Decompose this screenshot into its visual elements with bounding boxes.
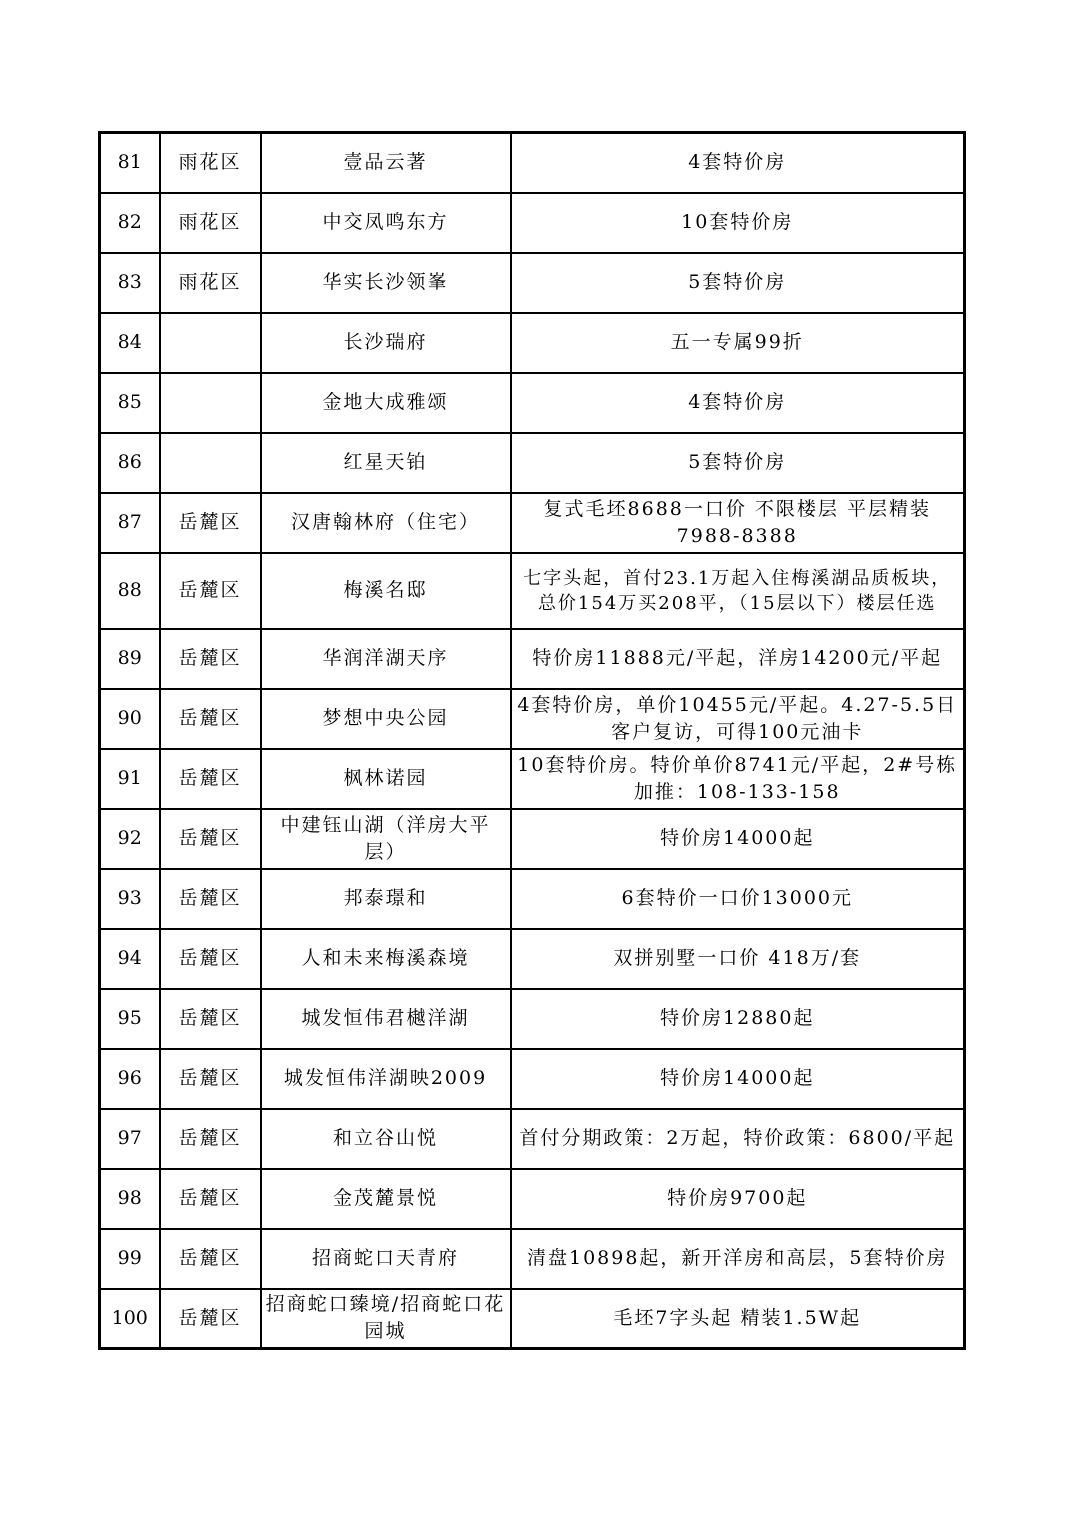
project-name-cell: 人和未来梅溪森境 bbox=[261, 929, 511, 989]
row-number: 98 bbox=[100, 1169, 160, 1229]
row-number: 91 bbox=[100, 749, 160, 809]
table-row bbox=[100, 1289, 965, 1349]
promotion-cell: 七字头起，首付23.1万起入住梅溪湖品质板块，总价154万买208平，（15层以下）楼层任选 bbox=[511, 553, 965, 629]
district-cell bbox=[160, 373, 261, 433]
project-name-cell: 长沙瑞府 bbox=[261, 313, 511, 373]
promotion-cell: 清盘10898起，新开洋房和高层，5套特价房 bbox=[511, 1229, 965, 1289]
project-name-cell: 城发恒伟洋湖映2009 bbox=[261, 1049, 511, 1109]
row-number: 83 bbox=[100, 253, 160, 313]
project-name-cell: 金茂麓景悦 bbox=[261, 1169, 511, 1229]
promotion-cell: 4套特价房，单价10455元/平起。4.27-5.5日客户复访，可得100元油卡 bbox=[511, 689, 965, 749]
table-row bbox=[100, 493, 965, 553]
promotion-cell: 4套特价房 bbox=[511, 373, 965, 433]
district-cell: 岳麓区 bbox=[160, 493, 261, 553]
promotion-cell: 复式毛坯8688一口价 不限楼层 平层精装7988-8388 bbox=[511, 493, 965, 553]
district-cell: 岳麓区 bbox=[160, 1169, 261, 1229]
project-name-cell: 华实长沙领峯 bbox=[261, 253, 511, 313]
promotion-cell: 双拼别墅一口价 418万/套 bbox=[511, 929, 965, 989]
table-body bbox=[100, 133, 965, 1349]
district-cell: 岳麓区 bbox=[160, 809, 261, 869]
table-row bbox=[100, 869, 965, 929]
project-name-cell: 城发恒伟君樾洋湖 bbox=[261, 989, 511, 1049]
promotion-cell: 特价房11888元/平起，洋房14200元/平起 bbox=[511, 629, 965, 689]
promotion-cell: 特价房9700起 bbox=[511, 1169, 965, 1229]
table-row bbox=[100, 433, 965, 493]
project-name-cell: 梦想中央公园 bbox=[261, 689, 511, 749]
promotion-cell: 毛坯7字头起 精装1.5W起 bbox=[511, 1289, 965, 1349]
district-cell bbox=[160, 313, 261, 373]
district-cell: 岳麓区 bbox=[160, 689, 261, 749]
table-row bbox=[100, 313, 965, 373]
row-number: 84 bbox=[100, 313, 160, 373]
district-cell bbox=[160, 433, 261, 493]
project-name-cell: 招商蛇口臻境/招商蛇口花园城 bbox=[261, 1289, 511, 1349]
table-row bbox=[100, 133, 965, 193]
table-row bbox=[100, 749, 965, 809]
table-row bbox=[100, 629, 965, 689]
table-row bbox=[100, 809, 965, 869]
district-cell: 岳麓区 bbox=[160, 749, 261, 809]
district-cell: 岳麓区 bbox=[160, 989, 261, 1049]
row-number: 81 bbox=[100, 133, 160, 193]
row-number: 93 bbox=[100, 869, 160, 929]
district-cell: 岳麓区 bbox=[160, 1049, 261, 1109]
table-row bbox=[100, 1109, 965, 1169]
project-name-cell: 壹品云著 bbox=[261, 133, 511, 193]
project-name-cell: 红星天铂 bbox=[261, 433, 511, 493]
table-row bbox=[100, 1169, 965, 1229]
project-name-cell: 华润洋湖天序 bbox=[261, 629, 511, 689]
row-number: 100 bbox=[100, 1289, 160, 1349]
table-row bbox=[100, 989, 965, 1049]
table-row bbox=[100, 929, 965, 989]
promotion-cell: 特价房14000起 bbox=[511, 809, 965, 869]
district-cell: 岳麓区 bbox=[160, 629, 261, 689]
table-row bbox=[100, 253, 965, 313]
table-row bbox=[100, 1229, 965, 1289]
project-name-cell: 邦泰璟和 bbox=[261, 869, 511, 929]
promotion-table bbox=[98, 131, 966, 1350]
row-number: 97 bbox=[100, 1109, 160, 1169]
project-name-cell: 汉唐翰林府（住宅） bbox=[261, 493, 511, 553]
promotion-cell: 特价房14000起 bbox=[511, 1049, 965, 1109]
row-number: 96 bbox=[100, 1049, 160, 1109]
project-name-cell: 中交凤鸣东方 bbox=[261, 193, 511, 253]
district-cell: 岳麓区 bbox=[160, 553, 261, 629]
row-number: 82 bbox=[100, 193, 160, 253]
district-cell: 雨花区 bbox=[160, 253, 261, 313]
promotion-cell: 5套特价房 bbox=[511, 253, 965, 313]
project-name-cell: 金地大成雅颂 bbox=[261, 373, 511, 433]
district-cell: 雨花区 bbox=[160, 193, 261, 253]
project-name-cell: 中建钰山湖（洋房大平层） bbox=[261, 809, 511, 869]
district-cell: 岳麓区 bbox=[160, 929, 261, 989]
promotion-cell: 5套特价房 bbox=[511, 433, 965, 493]
table-row bbox=[100, 373, 965, 433]
district-cell: 岳麓区 bbox=[160, 1229, 261, 1289]
row-number: 90 bbox=[100, 689, 160, 749]
promotion-cell: 10套特价房 bbox=[511, 193, 965, 253]
row-number: 94 bbox=[100, 929, 160, 989]
row-number: 85 bbox=[100, 373, 160, 433]
table-row bbox=[100, 193, 965, 253]
row-number: 92 bbox=[100, 809, 160, 869]
promotion-cell: 首付分期政策：2万起，特价政策：6800/平起 bbox=[511, 1109, 965, 1169]
district-cell: 雨花区 bbox=[160, 133, 261, 193]
table-row bbox=[100, 1049, 965, 1109]
promotion-cell: 6套特价一口价13000元 bbox=[511, 869, 965, 929]
row-number: 88 bbox=[100, 553, 160, 629]
district-cell: 岳麓区 bbox=[160, 1109, 261, 1169]
promotion-cell: 10套特价房。特价单价8741元/平起，2#号栋加推：108-133-158 bbox=[511, 749, 965, 809]
promotion-cell: 4套特价房 bbox=[511, 133, 965, 193]
row-number: 89 bbox=[100, 629, 160, 689]
project-name-cell: 梅溪名邸 bbox=[261, 553, 511, 629]
row-number: 95 bbox=[100, 989, 160, 1049]
project-name-cell: 和立谷山悦 bbox=[261, 1109, 511, 1169]
table-row bbox=[100, 553, 965, 629]
table-row bbox=[100, 689, 965, 749]
project-name-cell: 招商蛇口天青府 bbox=[261, 1229, 511, 1289]
district-cell: 岳麓区 bbox=[160, 1289, 261, 1349]
promotion-cell: 特价房12880起 bbox=[511, 989, 965, 1049]
promotion-cell: 五一专属99折 bbox=[511, 313, 965, 373]
district-cell: 岳麓区 bbox=[160, 869, 261, 929]
row-number: 86 bbox=[100, 433, 160, 493]
project-name-cell: 枫林诺园 bbox=[261, 749, 511, 809]
row-number: 87 bbox=[100, 493, 160, 553]
row-number: 99 bbox=[100, 1229, 160, 1289]
